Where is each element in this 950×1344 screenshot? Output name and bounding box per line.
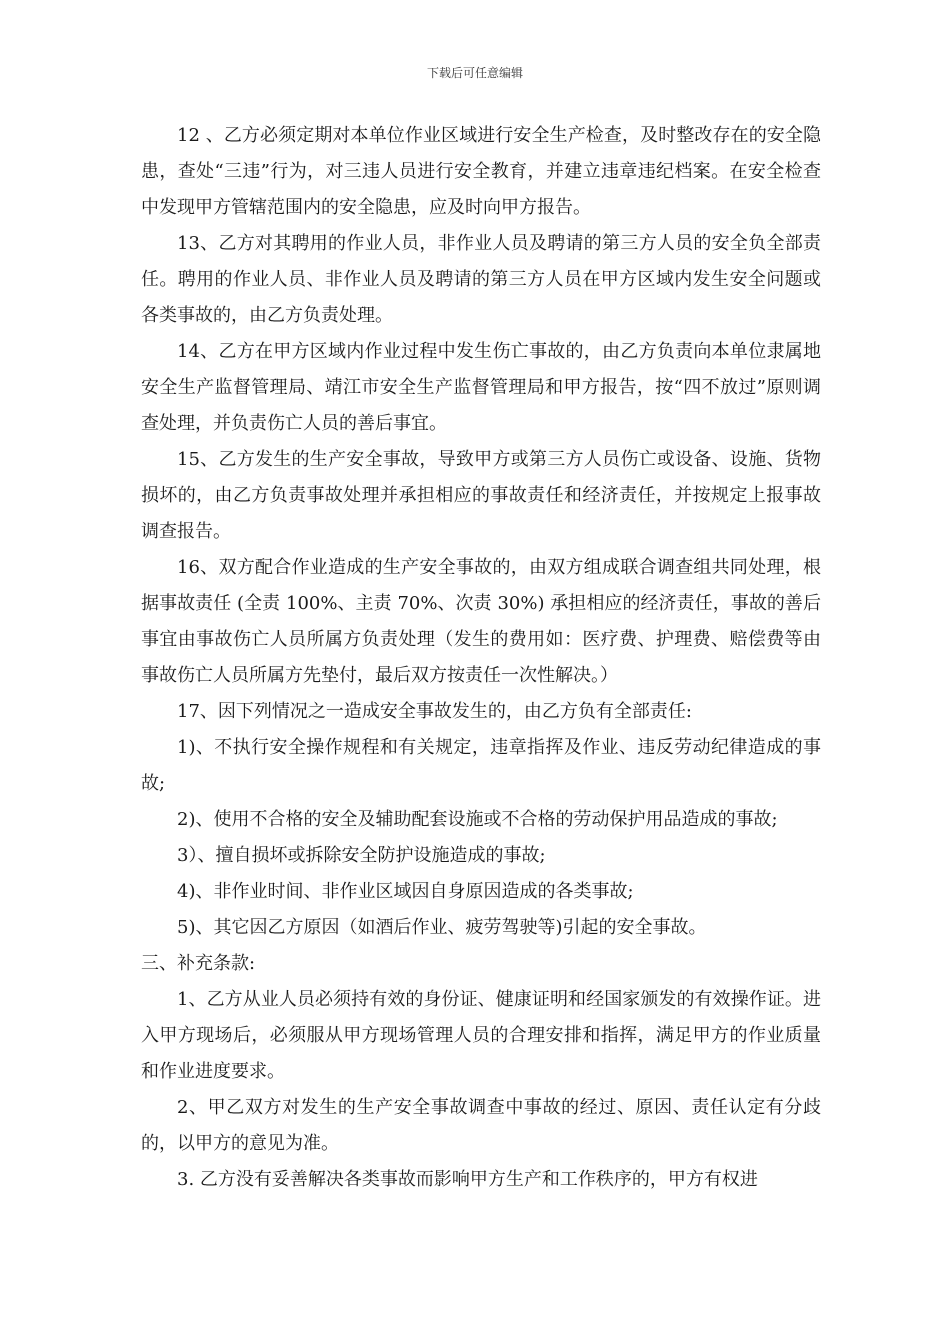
supplementary-clause-2: 2、甲乙双方对发生的生产安全事故调查中事故的经过、原因、责任认定有分歧的，以甲方的意见为准。 xyxy=(141,1097,821,1154)
clause-16: 16、双方配合作业造成的生产安全事故的，由双方组成联合调查组共同处理，根据事故责任 (全责 100%、主责 70%、次责 30%) 承担相应的经济责任，事故的善后事宜由事故伤亡人员所属方负责处理（发生的费用如：医疗费、护理费、赔偿费等由事故伤亡人员所属方先垫付，最后双方按责任一次性解决。） xyxy=(141,557,821,686)
clause-17: 17、因下列情况之一造成安全事故发生的，由乙方负有全部责任: xyxy=(177,701,692,722)
supplementary-clause-1: 1、乙方从业人员必须持有效的身份证、健康证明和经国家颁发的有效操作证。进入甲方现场后，必须服从甲方现场管理人员的合理安排和指挥，满足甲方的作业质量和作业进度要求。 xyxy=(141,989,821,1082)
supplementary-clause-3: 3. 乙方没有妥善解决各类事故而影响甲方生产和工作秩序的，甲方有权进 xyxy=(177,1169,758,1190)
clause-15: 15、乙方发生的生产安全事故，导致甲方或第三方人员伤亡或设备、设施、货物损坏的，由乙方负责事故处理并承担相应的事故责任和经济责任，并按规定上报事故调查报告。 xyxy=(141,449,821,542)
clause-13: 13、乙方对其聘用的作业人员，非作业人员及聘请的第三方人员的安全负全部责任。聘用的作业人员、非作业人员及聘请的第三方人员在甲方区域内发生安全问题或各类事故的，由乙方负责处理。 xyxy=(141,233,821,326)
section-heading-supplementary: 三、补充条款: xyxy=(141,953,256,974)
clause-17-item-4: 4)、非作业时间、非作业区域因自身原因造成的各类事故; xyxy=(177,881,634,902)
clause-17-item-2: 2)、使用不合格的安全及辅助配套设施或不合格的劳动保护用品造成的事故; xyxy=(177,809,778,830)
clause-14: 14、乙方在甲方区域内作业过程中发生伤亡事故的，由乙方负责向本单位隶属地安全生产监督管理局、靖江市安全生产监督管理局和甲方报告，按“四不放过”原则调查处理，并负责伤亡人员的善后事宜。 xyxy=(141,341,821,434)
page-header: 下载后可任意编辑 xyxy=(426,66,523,80)
clause-17-item-1: 1)、不执行安全操作规程和有关规定，违章指挥及作业、违反劳动纪律造成的事故; xyxy=(141,737,821,794)
clause-12: 12 、乙方必须定期对本单位作业区域进行安全生产检查，及时整改存在的安全隐患，查处“三违”行为，对三违人员进行安全教育，并建立违章违纪档案。在安全检查中发现甲方管辖范围内的安全隐患，应及时向甲方报告。 xyxy=(141,125,821,218)
clause-17-item-5: 5)、其它因乙方原因（如酒后作业、疲劳驾驶等)引起的安全事故。 xyxy=(177,917,707,938)
document-body xyxy=(141,118,821,1198)
clause-17-item-3: 3）、擅自损坏或拆除安全防护设施造成的事故; xyxy=(177,845,546,866)
